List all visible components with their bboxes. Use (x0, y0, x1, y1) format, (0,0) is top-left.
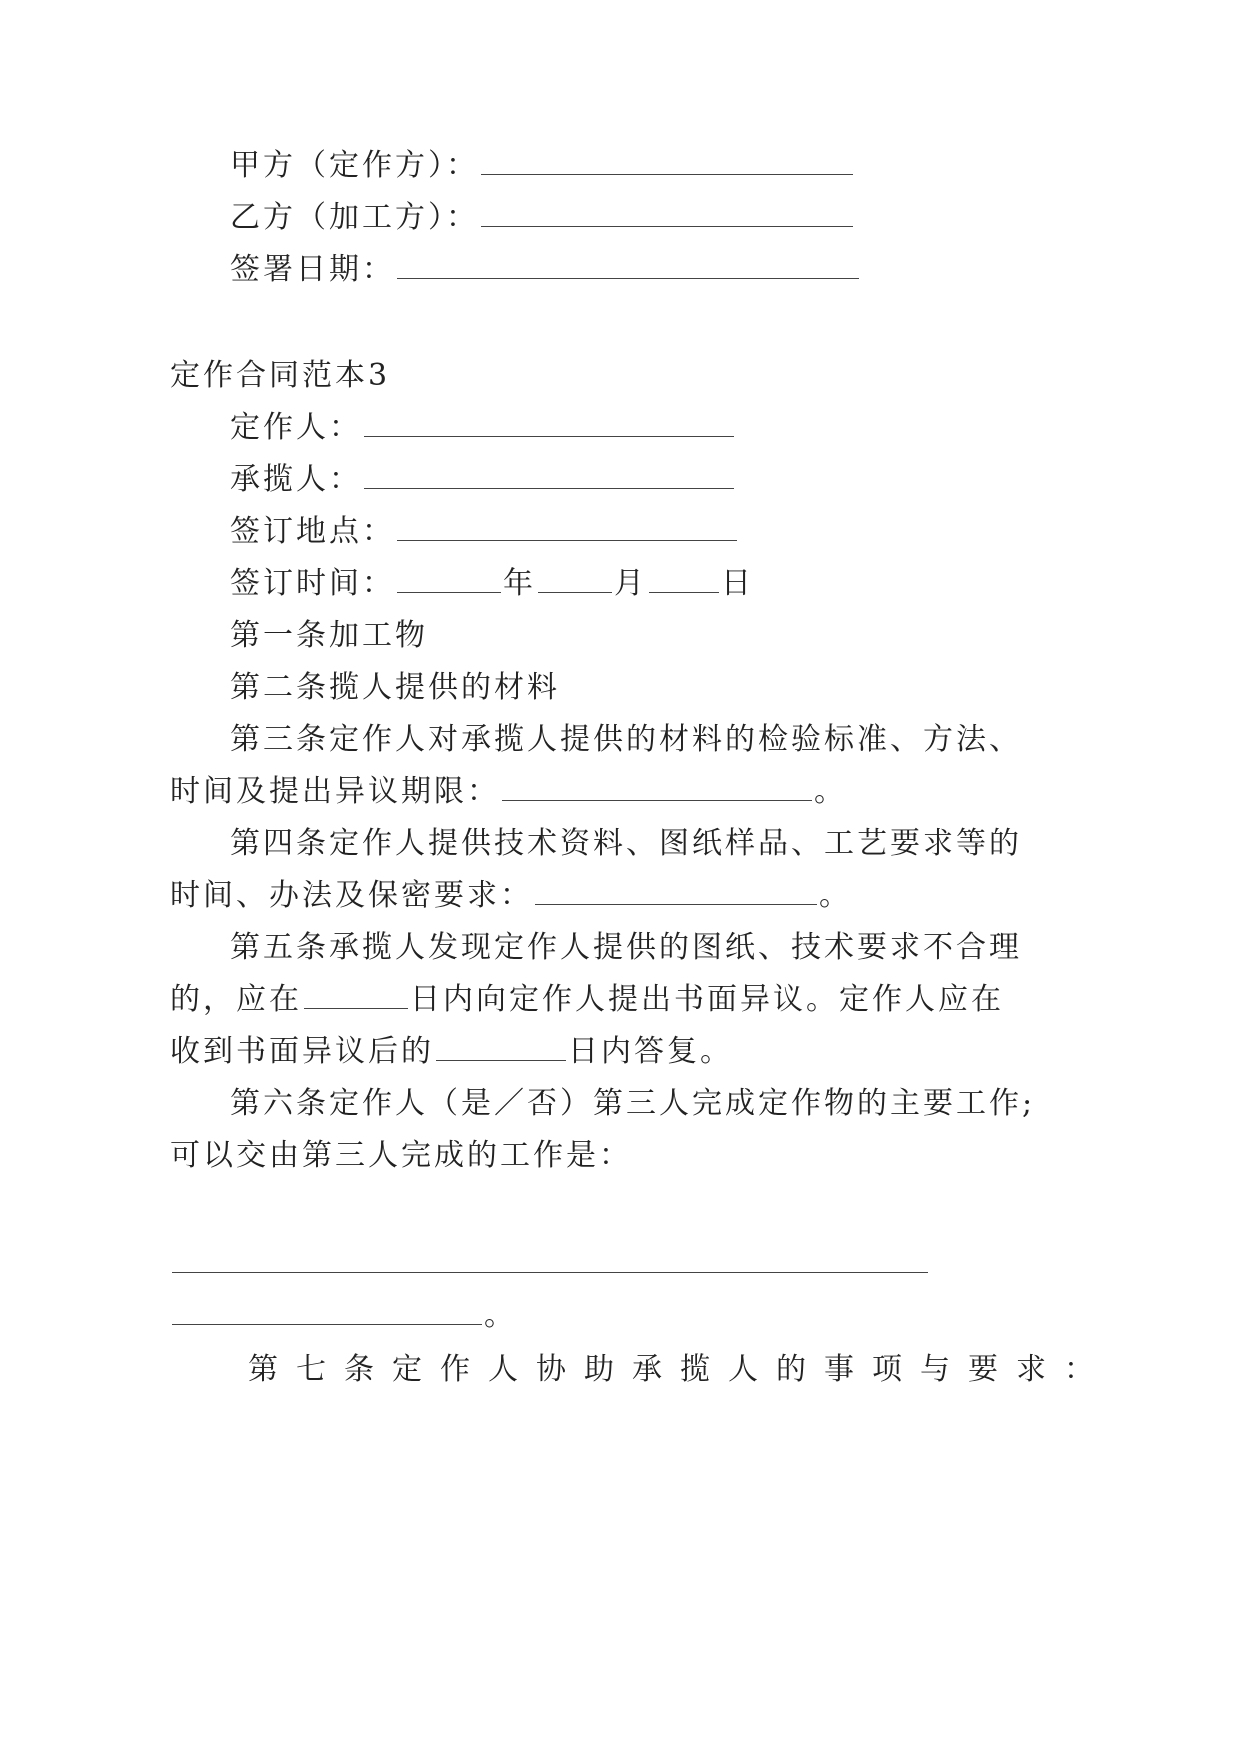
article-6-line-1: 第六条定作人（是／否）第三人完成定作物的主要工作; (230, 1086, 1036, 1121)
article-3-text: 时间及提出异议期限： (170, 774, 500, 809)
year-label: 年 (503, 566, 536, 601)
orderer-blank (364, 410, 734, 437)
article-5-line-1: 第五条承揽人发现定作人提供的图纸、技术要求不合理 (230, 930, 1022, 965)
article-5-days-blank (304, 982, 408, 1009)
article-1: 第一条加工物 (230, 618, 428, 653)
article-5-line-2 (170, 980, 1004, 1020)
article-5-line-3 (170, 1032, 733, 1072)
article-3-blank (502, 774, 812, 801)
month-blank (538, 566, 612, 593)
period: 。 (814, 774, 847, 809)
article-2: 第二条揽人提供的材料 (230, 670, 560, 705)
article-6-blank-line-1 (170, 1244, 930, 1284)
article-5-text-d: 日内答复。 (568, 1034, 733, 1069)
orderer-line (230, 408, 736, 448)
party-a-line (230, 146, 855, 186)
article-4-line-2 (170, 876, 852, 916)
day-label: 日 (721, 566, 754, 601)
place-label: 签订地点： (230, 514, 395, 549)
article-5-text-c: 收到书面异议后的 (170, 1034, 434, 1069)
article-3-line-1: 第三条定作人对承揽人提供的材料的检验标准、方法、 (230, 722, 1022, 757)
party-a-label: 甲方（定作方）： (230, 148, 479, 183)
article-4-blank (535, 878, 817, 905)
article-3-line-2 (170, 772, 847, 812)
party-b-blank (481, 200, 853, 227)
article-6-blank-line-2 (170, 1296, 517, 1336)
party-b-line (230, 198, 855, 238)
article-6-blank-1 (172, 1246, 928, 1273)
article-6-blank-2 (172, 1298, 482, 1325)
sign-time-label: 签订时间： (230, 566, 395, 601)
sign-date-label: 签署日期： (230, 252, 395, 287)
sign-date-line (230, 250, 861, 290)
sign-date-blank (397, 252, 859, 279)
party-a-blank (481, 148, 853, 175)
period: 。 (484, 1298, 517, 1333)
article-5-text-a: 的，应在 (170, 982, 302, 1017)
period: 。 (819, 878, 852, 913)
contractor-line (230, 460, 736, 500)
article-5-text-b: 日内向定作人提出书面异议。定作人应在 (410, 982, 1004, 1017)
contractor-blank (364, 462, 734, 489)
article-4-text: 时间、办法及保密要求： (170, 878, 533, 913)
party-b-label: 乙方（加工方）： (230, 200, 479, 235)
article-5-reply-blank (436, 1034, 566, 1061)
place-blank (397, 514, 737, 541)
contractor-label: 承揽人： (230, 462, 362, 497)
article-7-line-1: 第七条定作人协助承揽人的事项与要求： (248, 1352, 1112, 1387)
article-6-line-2: 可以交由第三人完成的工作是： (170, 1138, 632, 1173)
year-blank (397, 566, 501, 593)
contract-title: 定作合同范本3 (170, 358, 391, 393)
place-line (230, 512, 739, 552)
month-label: 月 (614, 566, 647, 601)
orderer-label: 定作人： (230, 410, 362, 445)
day-blank (649, 566, 719, 593)
article-4-line-1: 第四条定作人提供技术资料、图纸样品、工艺要求等的 (230, 826, 1022, 861)
sign-time-line (230, 564, 754, 604)
